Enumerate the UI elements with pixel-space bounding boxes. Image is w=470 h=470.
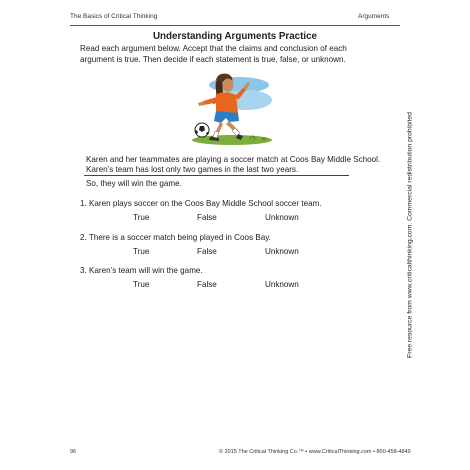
conclusion: So, they will win the game.	[86, 179, 182, 188]
conclusion-rule	[84, 175, 349, 176]
question-number: 3.	[80, 266, 87, 275]
redistribution-notice	[401, 112, 419, 358]
q3-option-true[interactable]: True	[133, 280, 150, 289]
question-number: 1.	[80, 199, 87, 208]
q2-option-unknown[interactable]: Unknown	[265, 247, 299, 256]
page-number: 96	[70, 449, 77, 455]
question-number: 2.	[80, 233, 87, 242]
running-header-right: Arguments	[358, 13, 390, 20]
premise-2: Karen’s team has lost only two games in the last two years.	[86, 165, 299, 174]
premise-1: Karen and her teammates are playing a soccer match at Coos Bay Middle School.	[86, 155, 381, 164]
question-text: There is a soccer match being played in Coos Bay.	[88, 233, 271, 242]
q3-option-unknown[interactable]: Unknown	[265, 280, 299, 289]
instructions: Read each argument below. Accept that the claims and conclusion of each argument is true. Then decide if each statement is true, false, or unknown.	[80, 44, 347, 64]
running-header-left: The Basics of Critical Thinking	[70, 13, 158, 20]
q1-option-false[interactable]: False	[197, 213, 217, 222]
question-text: Karen plays soccer on the Coos Bay Middle School soccer team.	[89, 199, 322, 208]
question-3	[80, 266, 203, 275]
q1-option-true[interactable]: True	[133, 213, 150, 222]
page-title: Understanding Arguments Practice	[152, 31, 318, 42]
q2-option-true[interactable]: True	[133, 247, 150, 256]
question-1	[80, 199, 322, 208]
q2-option-false[interactable]: False	[197, 247, 217, 256]
redistribution-notice-text: Free resource from www.criticalthinking.com. Commercial redistribution prohibited	[406, 112, 414, 358]
q1-option-unknown[interactable]: Unknown	[265, 213, 299, 222]
question-text: Karen’s team will win the game.	[89, 266, 203, 275]
copyright-footer: © 2015 The Critical Thinking Co.™ • www.CriticalThinking.com • 800-458-4849	[219, 449, 411, 455]
question-2	[80, 233, 271, 242]
q3-option-false[interactable]: False	[197, 280, 217, 289]
header-rule	[70, 25, 400, 26]
soccer-player-illustration	[186, 70, 276, 148]
